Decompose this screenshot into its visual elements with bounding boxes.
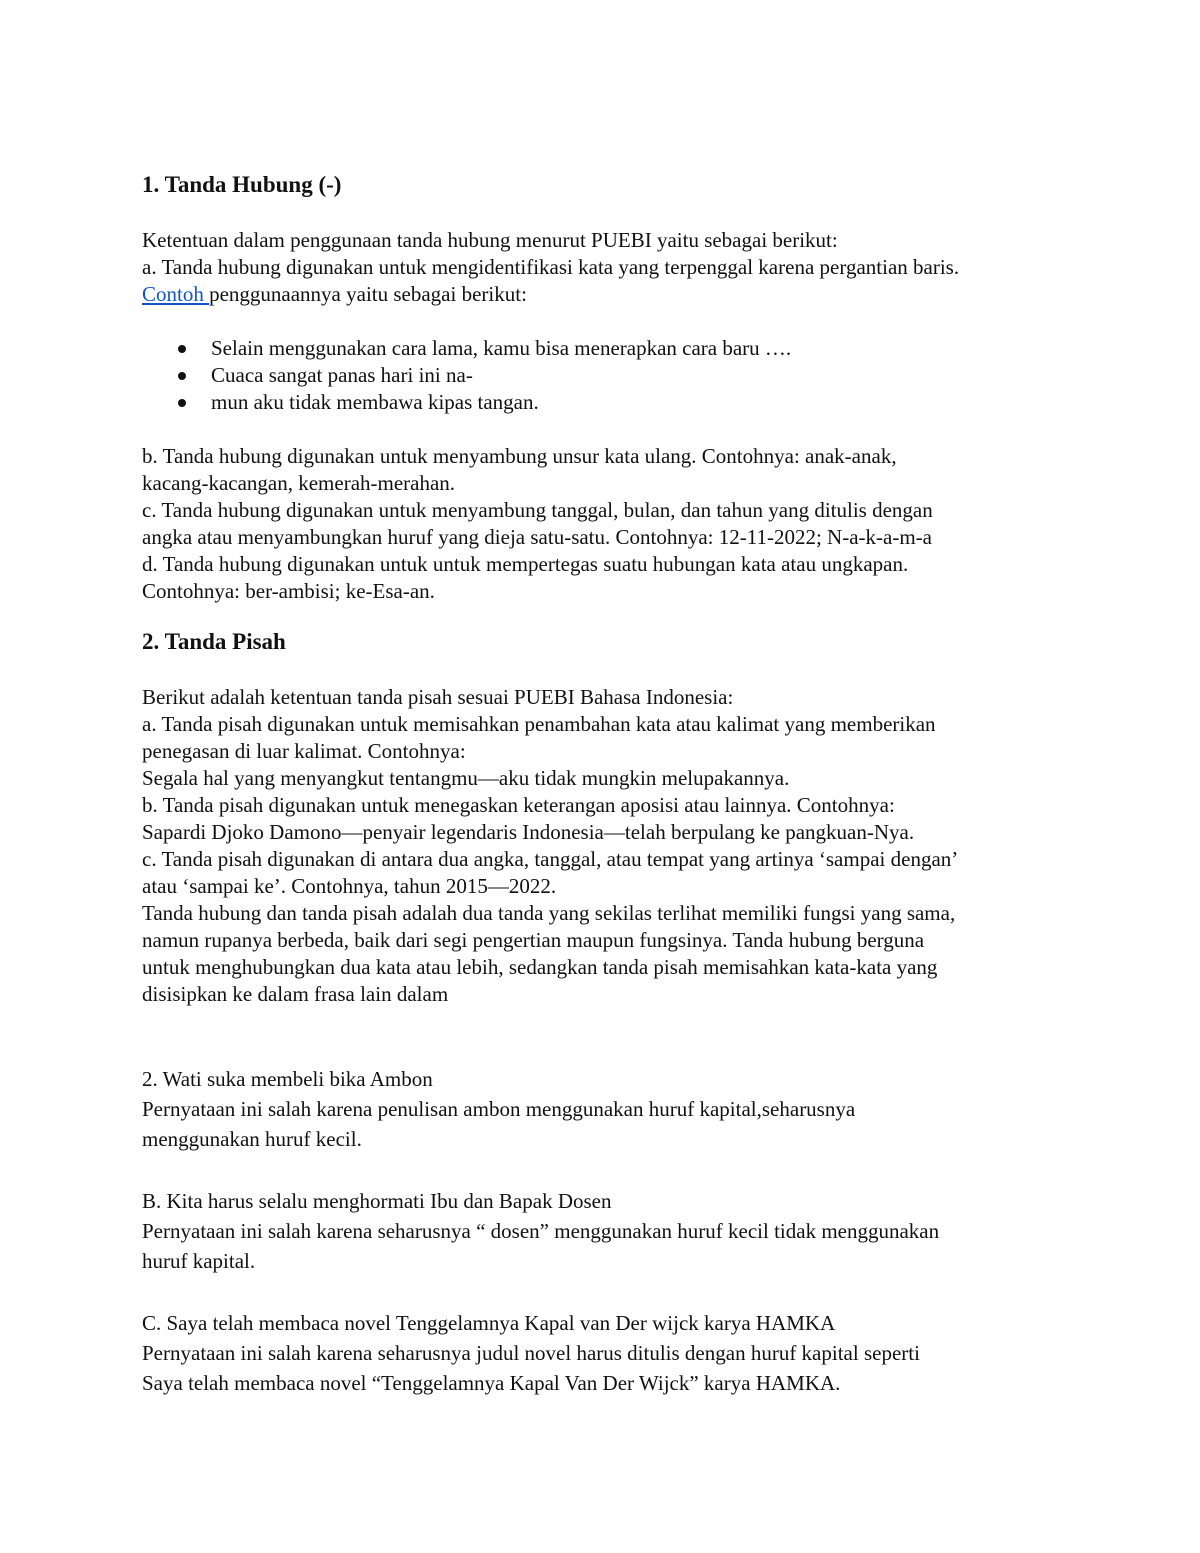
bullet-icon bbox=[178, 372, 186, 380]
section-1-point-c: c. Tanda hubung digunakan untuk menyambung tanggal, bulan, dan tahun yang ditulis dengan bbox=[142, 498, 933, 522]
example-bullet-list bbox=[142, 335, 1042, 416]
section-2-line: penegasan di luar kalimat. Contohnya: bbox=[142, 739, 466, 763]
bullet-icon bbox=[178, 345, 186, 353]
section-2-line: b. Tanda pisah digunakan untuk menegaskan keterangan aposisi atau lainnya. Contohnya: bbox=[142, 793, 895, 817]
document-page bbox=[142, 170, 1042, 1398]
section-2-line: disisipkan ke dalam frasa lain dalam bbox=[142, 982, 449, 1006]
answer-explanation: huruf kapital. bbox=[142, 1249, 256, 1273]
section-2-line: namun rupanya berbeda, baik dari segi pengertian maupun fungsinya. Tanda hubung berguna bbox=[142, 928, 925, 952]
section-1-point-c-cont: angka atau menyambungkan huruf yang dieja satu-satu. Contohnya: 12-11-2022; N-a-k-a-m-a bbox=[142, 525, 932, 549]
answer-explanation: menggunakan huruf kecil. bbox=[142, 1127, 362, 1151]
section-1-point-a: a. Tanda hubung digunakan untuk mengidentifikasi kata yang terpenggal karena pergantian baris. bbox=[142, 255, 960, 279]
section-2-title: 2. Tanda Pisah bbox=[142, 629, 286, 654]
section-1-intro: Ketentuan dalam penggunaan tanda hubung menurut PUEBI yaitu sebagai berikut: bbox=[142, 228, 838, 252]
list-item: mun aku tidak membawa kipas tangan. bbox=[142, 389, 1042, 416]
answer-explanation: Pernyataan ini salah karena seharusnya judul novel harus ditulis dengan huruf kapital seperti bbox=[142, 1341, 920, 1365]
section-2-line: a. Tanda pisah digunakan untuk memisahkan penambahan kata atau kalimat yang memberikan bbox=[142, 712, 936, 736]
section-2-line: Berikut adalah ketentuan tanda pisah sesuai PUEBI Bahasa Indonesia: bbox=[142, 685, 734, 709]
section-1-example-line bbox=[142, 281, 1042, 308]
section-1-point-b: b. Tanda hubung digunakan untuk menyambung unsur kata ulang. Contohnya: anak-anak, bbox=[142, 444, 897, 468]
list-item: Selain menggunakan cara lama, kamu bisa menerapkan cara baru …. bbox=[142, 335, 1042, 362]
section-1-point-b-cont: kacang-kacangan, kemerah-merahan. bbox=[142, 471, 456, 495]
bullet-icon bbox=[178, 399, 186, 407]
section-2-line: Sapardi Djoko Damono—penyair legendaris Indonesia—telah berpulang ke pangkuan-Nya. bbox=[142, 820, 915, 844]
answer-statement: C. Saya telah membaca novel Tenggelamnya Kapal van Der wijck karya HAMKA bbox=[142, 1311, 836, 1335]
section-2-line: atau ‘sampai ke’. Contohnya, tahun 2015—2022. bbox=[142, 874, 557, 898]
answer-statement: B. Kita harus selalu menghormati Ibu dan Bapak Dosen bbox=[142, 1189, 612, 1213]
section-1-title: 1. Tanda Hubung (-) bbox=[142, 172, 342, 197]
section-2-line: Segala hal yang menyangkut tentangmu—aku tidak mungkin melupakannya. bbox=[142, 766, 790, 790]
answer-explanation: Pernyataan ini salah karena seharusnya “ dosen” menggunakan huruf kecil tidak menggunakan bbox=[142, 1219, 940, 1243]
section-2-line: c. Tanda pisah digunakan di antara dua angka, tanggal, atau tempat yang artinya ‘sampai dengan’ bbox=[142, 847, 959, 871]
section-2-line: Tanda hubung dan tanda pisah adalah dua tanda yang sekilas terlihat memiliki fungsi yang sama, bbox=[142, 901, 956, 925]
list-item: Cuaca sangat panas hari ini na- bbox=[142, 362, 1042, 389]
answer-statement: 2. Wati suka membeli bika Ambon bbox=[142, 1067, 433, 1091]
contoh-link[interactable]: Contoh bbox=[142, 282, 210, 306]
example-line-text: penggunaannya yaitu sebagai berikut: bbox=[209, 282, 527, 306]
section-1-point-d-cont: Contohnya: ber-ambisi; ke-Esa-an. bbox=[142, 579, 435, 603]
answer-explanation: Pernyataan ini salah karena penulisan ambon menggunakan huruf kapital,seharusnya bbox=[142, 1097, 856, 1121]
answers-block bbox=[142, 1064, 1042, 1398]
section-2-line: untuk menghubungkan dua kata atau lebih, sedangkan tanda pisah memisahkan kata-kata yang bbox=[142, 955, 938, 979]
answer-explanation: Saya telah membaca novel “Tenggelamnya Kapal Van Der Wijck” karya HAMKA. bbox=[142, 1371, 841, 1395]
section-2-body bbox=[142, 684, 1042, 1008]
section-1-point-d: d. Tanda hubung digunakan untuk untuk mempertegas suatu hubungan kata atau ungkapan. bbox=[142, 552, 909, 576]
